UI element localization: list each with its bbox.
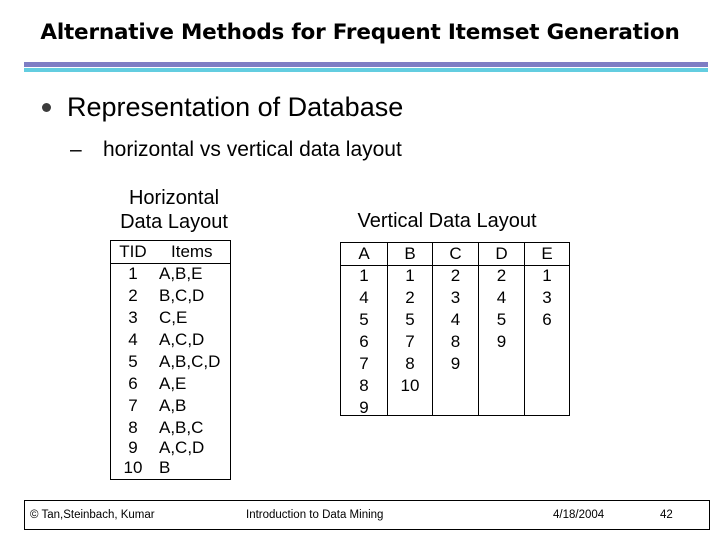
- items-cell: A,E: [159, 374, 187, 393]
- table-row: [111, 351, 230, 373]
- bullet-dot-icon: [42, 103, 51, 112]
- tid-cell: 10: [123, 458, 143, 477]
- items-cell: B,C,D: [159, 286, 205, 305]
- slide-title: Alternative Methods for Frequent Itemset Generation: [40, 20, 680, 45]
- tid-cell: 2: [405, 288, 415, 307]
- column-header: C: [449, 244, 462, 263]
- tid-cell: 1: [128, 264, 138, 283]
- items-cell: A,B,C: [159, 418, 204, 437]
- tid-cell: 6: [359, 332, 369, 351]
- footer-course: Introduction to Data Mining: [246, 509, 384, 521]
- sub-bullet-dash: –: [70, 138, 82, 161]
- tid-cell: 6: [128, 374, 138, 393]
- footer-copyright: © Tan,Steinbach, Kumar: [30, 509, 155, 521]
- items-cell: A,B,E: [159, 264, 203, 283]
- tid-cell: 4: [128, 330, 138, 349]
- header-tid: TID: [119, 242, 147, 261]
- tid-cell: 1: [359, 266, 369, 285]
- tid-cell: 5: [496, 310, 507, 329]
- column-header: D: [495, 244, 508, 263]
- tid-cell: 9: [450, 354, 461, 373]
- horizontal-title-line2: Data Layout: [120, 211, 228, 233]
- table-row: [111, 329, 230, 351]
- table-row: [111, 285, 230, 307]
- tid-cell: 4: [359, 288, 369, 307]
- tid-cell: 9: [359, 398, 369, 417]
- vertical-column-e: [524, 243, 569, 415]
- table-row: [111, 263, 230, 285]
- horizontal-table: [110, 240, 231, 480]
- items-cell: A,B: [159, 396, 187, 415]
- tid-cell: 8: [405, 354, 415, 373]
- tid-cell: 8: [359, 376, 369, 395]
- column-header: E: [541, 244, 553, 263]
- tid-cell: 6: [542, 310, 552, 329]
- items-cell: A,C,D: [159, 330, 205, 349]
- tid-cell: 7: [128, 396, 138, 415]
- vertical-table: [340, 242, 570, 416]
- table-row: [111, 307, 230, 329]
- horizontal-title-line1: Horizontal: [128, 187, 220, 209]
- column-header: B: [404, 244, 416, 263]
- tid-cell: 9: [128, 438, 138, 457]
- vertical-column-d: [478, 243, 524, 415]
- items-cell: C,E: [159, 308, 188, 327]
- tid-cell: 2: [496, 266, 507, 285]
- footer-page-number: 42: [660, 509, 673, 521]
- vertical-column-a: [341, 243, 387, 415]
- sub-bullet-layout: horizontal vs vertical data layout: [103, 138, 402, 161]
- tid-cell: 3: [542, 288, 552, 307]
- table-row: [111, 437, 230, 459]
- table-row: [111, 395, 230, 417]
- bullet-representation: Representation of Database: [67, 92, 404, 122]
- table-row: [111, 457, 230, 479]
- tid-cell: 3: [128, 308, 138, 327]
- items-cell: B: [159, 458, 171, 477]
- tid-cell: 2: [450, 266, 461, 285]
- tid-cell: 10: [400, 376, 420, 395]
- tid-cell: 8: [450, 332, 461, 351]
- tid-cell: 5: [405, 310, 415, 329]
- tid-cell: 1: [542, 266, 552, 285]
- vertical-column-b: [387, 243, 432, 415]
- tid-cell: 1: [405, 266, 415, 285]
- items-cell: A,C,D: [159, 438, 205, 457]
- table-row: [111, 417, 230, 439]
- footer-date: 4/18/2004: [553, 509, 605, 521]
- vertical-layout-title: Vertical Data Layout: [357, 210, 537, 232]
- tid-cell: 7: [359, 354, 369, 373]
- tid-cell: 5: [359, 310, 369, 329]
- horizontal-layout-title: [98, 186, 250, 234]
- tid-cell: 8: [128, 418, 138, 437]
- tid-cell: 3: [450, 288, 461, 307]
- title-rule-top: [24, 62, 708, 67]
- items-cell: A,B,C,D: [159, 352, 221, 371]
- tid-cell: 7: [405, 332, 415, 351]
- header-items: Items: [171, 242, 213, 261]
- vertical-column-c: [432, 243, 478, 415]
- tid-cell: 4: [496, 288, 507, 307]
- tid-cell: 4: [450, 310, 461, 329]
- column-header: A: [358, 244, 370, 263]
- title-rule-bottom: [24, 68, 708, 72]
- tid-cell: 9: [496, 332, 507, 351]
- tid-cell: 5: [128, 352, 138, 371]
- tid-cell: 2: [128, 286, 138, 305]
- table-row: [111, 373, 230, 395]
